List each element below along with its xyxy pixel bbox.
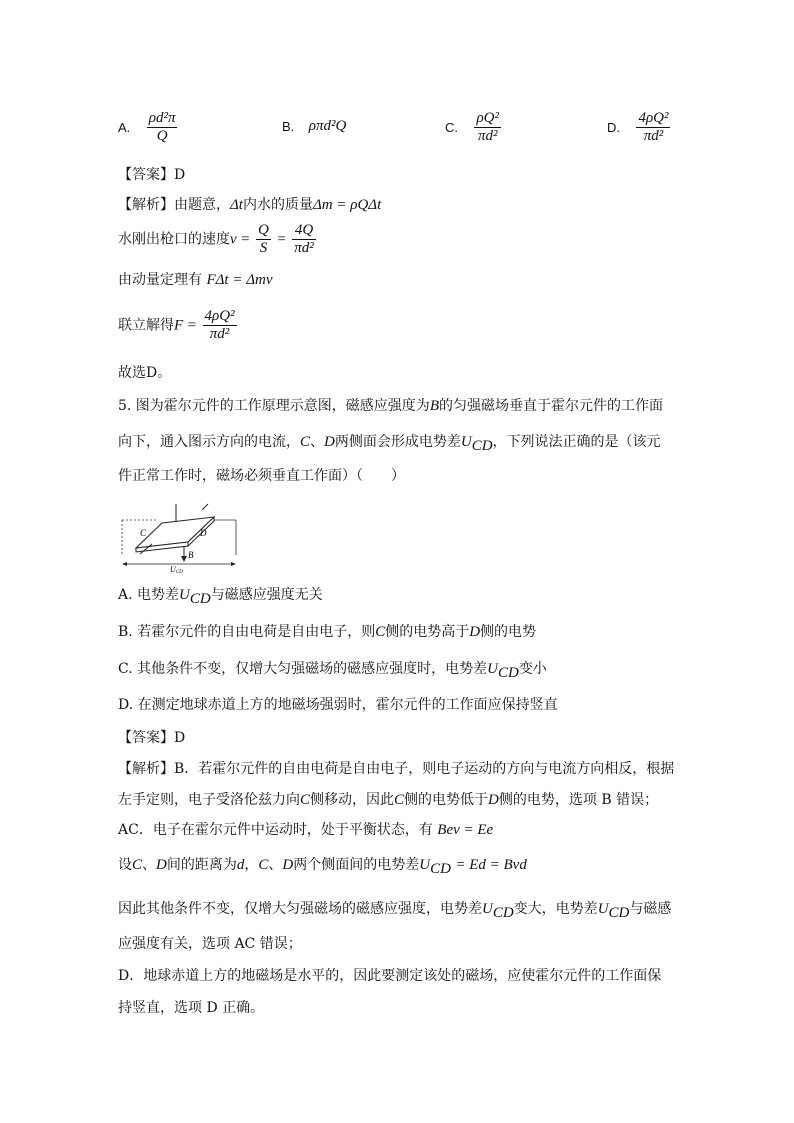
q5-option-c [118,659,547,683]
math: D [488,792,499,808]
option-label: A. [118,120,131,135]
analysis2-line-8: 持竖直，选项 D 正确。 [118,1000,265,1016]
subscript: CD [430,860,451,877]
math: D [156,857,167,873]
fraction [203,308,237,343]
math: C [132,857,143,873]
question-5-line-3: 件正常工作时，磁场必须垂直工作面）（ ） [118,468,405,484]
equals: = [187,317,197,334]
text: 设 [118,857,132,873]
option-label: C. [445,120,458,135]
math: C [300,792,311,808]
math: U [597,901,609,917]
equation: FΔt = Δmv [206,272,273,288]
text: ， [244,857,259,873]
analysis2-line-6: 应强度有关，选项 AC 错误； [118,936,302,952]
text: 侧移动，因此 [310,792,395,808]
text: 两个侧面间的电势差 [293,857,420,873]
analysis2-line-7: D．地球赤道上方的地磁场是水平的，因此要测定该处的磁场，应使霍尔元件的工作面保 [118,968,662,984]
text: 与磁感 [629,901,672,917]
analysis-line-3 [118,270,273,290]
text: 水刚出枪口的速度 [118,231,230,248]
text: B. 若霍尔元件的自由电荷是自由电子，则 [118,624,376,640]
analysis-line-2 [118,222,318,257]
fraction [636,110,670,145]
equation: = Ed = Bvd [455,857,527,873]
text: C. 其他条件不变，仅增大匀强磁场的磁感应强度时，电势差 [118,661,488,677]
subscript: CD [497,664,519,681]
text: 与磁感应强度无关 [210,587,323,603]
fraction [292,222,316,257]
ucd-left-arrow-icon [122,562,127,566]
text: 、 [142,857,157,873]
text: A. 电势差 [118,587,180,603]
text: 【解析】由题意， [118,197,230,213]
math: B [429,398,439,414]
analysis-line-4 [118,308,239,343]
numerator: ρd²π [148,110,176,126]
analysis-line-5: 故选D。 [118,365,172,381]
text: 左手定则，电子受洛伦兹力向 [118,792,300,808]
equation: Δm = ρQΔt [312,197,382,213]
answer-label: 【答案】D [118,730,186,746]
text: 内水的质量 [242,197,313,213]
text: 侧的电势，选项 B 错误； [498,792,659,808]
text: 侧的电势低于 [404,792,489,808]
math: C [394,792,405,808]
denominator: πd² [294,240,314,256]
math: U [419,857,431,873]
analysis2-line-3 [118,820,493,840]
text: 、 [310,434,325,450]
label-ucd [170,565,183,575]
math: U [482,901,493,917]
label-u-sub: CD [175,570,183,575]
text: 两侧面会形成电势差 [334,434,461,450]
math: U [179,587,190,603]
q5-option-a [118,585,323,609]
denominator: πd² [643,128,664,144]
analysis-line-1 [118,195,381,215]
text: 变小 [518,661,547,677]
ucd-right-arrow-icon [231,562,236,566]
question-5-line-1 [118,396,663,416]
text: 因此其他条件不变，仅增大匀强磁场的磁感应强度，电势差 [118,901,482,917]
math: C [375,624,386,640]
denominator: πd² [477,128,498,144]
fraction [474,110,501,145]
text: 联立解得 [118,317,174,334]
math: U [460,434,472,450]
numerator: 4Q [292,222,316,240]
denominator: S [259,240,268,256]
math: C [258,857,269,873]
analysis2-line-5 [118,899,671,923]
label-b: B [188,550,194,560]
text: 5. 图为霍尔元件的工作原理示意图，磁感应强度为 [118,398,430,414]
option-label: D. [607,120,620,135]
expression: ρπd²Q [308,118,347,134]
text: 侧的电势高于 [385,624,470,640]
analysis2-line-4 [118,855,527,879]
hall-element-figure [118,500,240,575]
denominator: πd² [209,326,230,342]
numerator: 4ρQ² [204,308,235,324]
text: 间的距离为 [166,857,237,873]
answer-label: 【答案】D [118,167,186,183]
option-a [118,110,179,145]
math: d [236,857,245,873]
math: F [174,317,184,334]
subscript: CD [492,904,514,921]
math: C [300,434,311,450]
numerator: 4ρQ² [638,110,669,126]
subscript: CD [608,904,630,921]
math: D [324,434,335,450]
text: ，下列说法正确的是（该元 [492,434,661,450]
subscript: CD [189,590,211,607]
option-d [607,110,672,145]
text: 、 [268,857,283,873]
math: Δt [230,197,243,213]
q5-option-b [118,622,536,642]
math: U [487,661,498,677]
text: 由动量定理有 [118,272,202,288]
option-label: B. [282,118,295,134]
text: AC．电子在霍尔元件中运动时，处于平衡状态，有 [118,822,433,838]
label-c: C [140,528,147,538]
numerator: ρQ² [476,110,499,126]
math: D [469,624,481,640]
fraction [256,222,271,257]
text: 侧的电势 [480,624,537,640]
denominator: Q [156,128,168,144]
math: v [230,231,237,248]
analysis2-line-1: 【解析】B．若霍尔元件的自由电荷是自由电子，则电子运动的方向与电流方向相反，根据 [118,761,675,777]
analysis2-line-2 [118,790,658,810]
option-b [282,118,346,135]
text: 变大，电势差 [513,901,598,917]
question-5-line-2 [118,432,661,456]
text: 向下，通入图示方向的电流， [118,434,300,450]
label-d: D [200,528,207,538]
label-u: U [170,565,176,574]
option-c [445,110,503,145]
q5-option-d: D. 在测定地球赤道上方的地磁场强弱时，霍尔元件的工作面应保持竖直 [118,697,558,713]
text: 的匀强磁场垂直于霍尔元件的工作面 [438,398,663,414]
equation: Bev = Ee [437,822,494,838]
equals: = [277,231,286,248]
current-arrow [202,504,208,510]
fraction [147,110,178,145]
numerator: Q [258,222,269,238]
equals: = [241,231,250,248]
math: D [282,857,294,873]
subscript: CD [471,437,493,454]
b-field-arrow-icon [181,556,187,562]
